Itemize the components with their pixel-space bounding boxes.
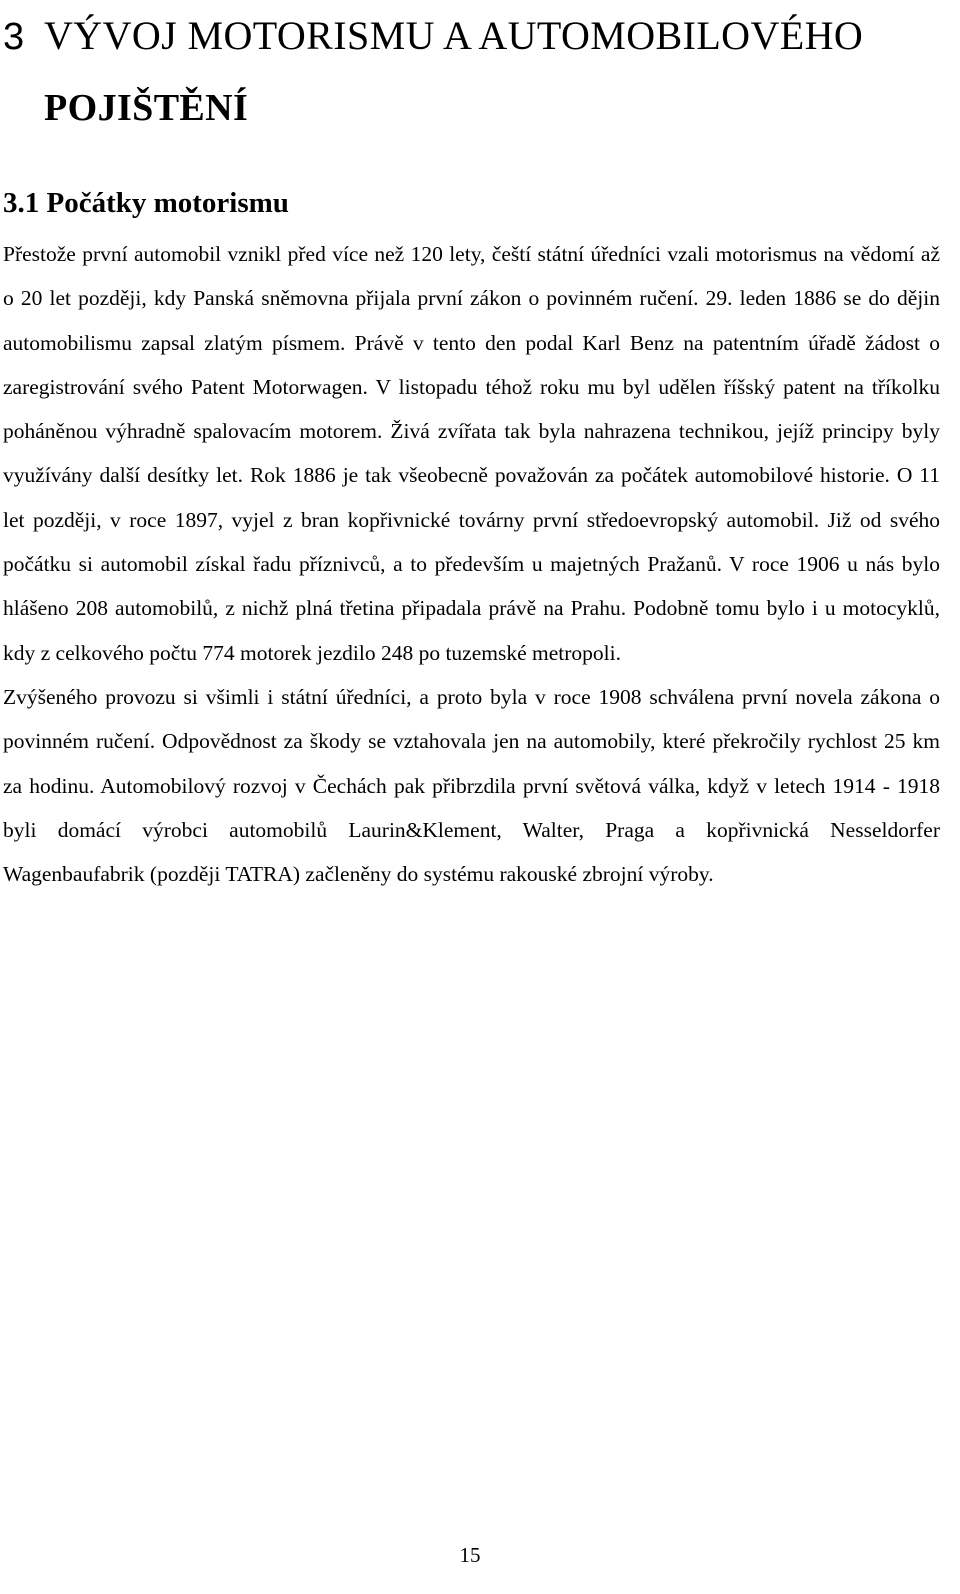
- chapter-title-line-1: VÝVOJ MOTORISMU A AUTOMOBILOVÉHO: [44, 13, 864, 58]
- page-number: 15: [459, 1543, 481, 1567]
- paragraph-2: Zvýšeného provozu si všimli i státní úředníci, a proto byla v roce 1908 schválena první novela zákona o povinném ručení. Odpovědnost za škody se vztahovala jen na automobily, které překročily rychlost 25 km za hodinu. Automobilový rozvoj v Čechách pak přibrzdila první světová válka, když v letech 1914 - 1918 byli domácí výrobci automobilů Laurin&Klement, Walter, Praga a kopřivnická Nesseldorfer Wagenbaufabrik (později TATRA) začleněny do systému rakouské zbrojní výroby.: [3, 684, 940, 887]
- section-title: 3.1 Počátky motorismu: [3, 187, 289, 219]
- body-text: [3, 232, 940, 896]
- chapter-number: 3: [3, 16, 25, 58]
- chapter-title-line-2: POJIŠTĚNÍ: [44, 87, 249, 129]
- paragraph-1: Přestože první automobil vznikl před více než 120 lety, čeští státní úředníci vzali motorismus na vědomí až o 20 let později, kdy Panská sněmovna přijala první zákon o povinném ručení. 29. leden 1886 se do dějin automobilismu zapsal zlatým písmem. Právě v tento den podal Karl Benz na patentním úřadě žádost o zaregistrování svého Patent Motorwagen. V listopadu téhož roku mu byl udělen říšský patent na tříkolku poháněnou výhradně spalovacím motorem. Živá zvířata tak byla nahrazena technikou, jejíž principy byly využívány další desítky let. Rok 1886 je tak všeobecně považován za počátek automobilové historie. O 11 let později, v roce 1897, vyjel z bran kopřivnické továrny první středoevropský automobil. Již od svého počátku si automobil získal řadu příznivců, a to především u majetných Pražanů. V roce 1906 u nás bylo hlášeno 208 automobilů, z nichž plná třetina připadala právě na Prahu. Podobně tomu bylo i u motocyklů, kdy z celkového počtu 774 motorek jezdilo 248 po tuzemské metropoli.: [3, 242, 940, 665]
- chapter-title: [3, 0, 953, 144]
